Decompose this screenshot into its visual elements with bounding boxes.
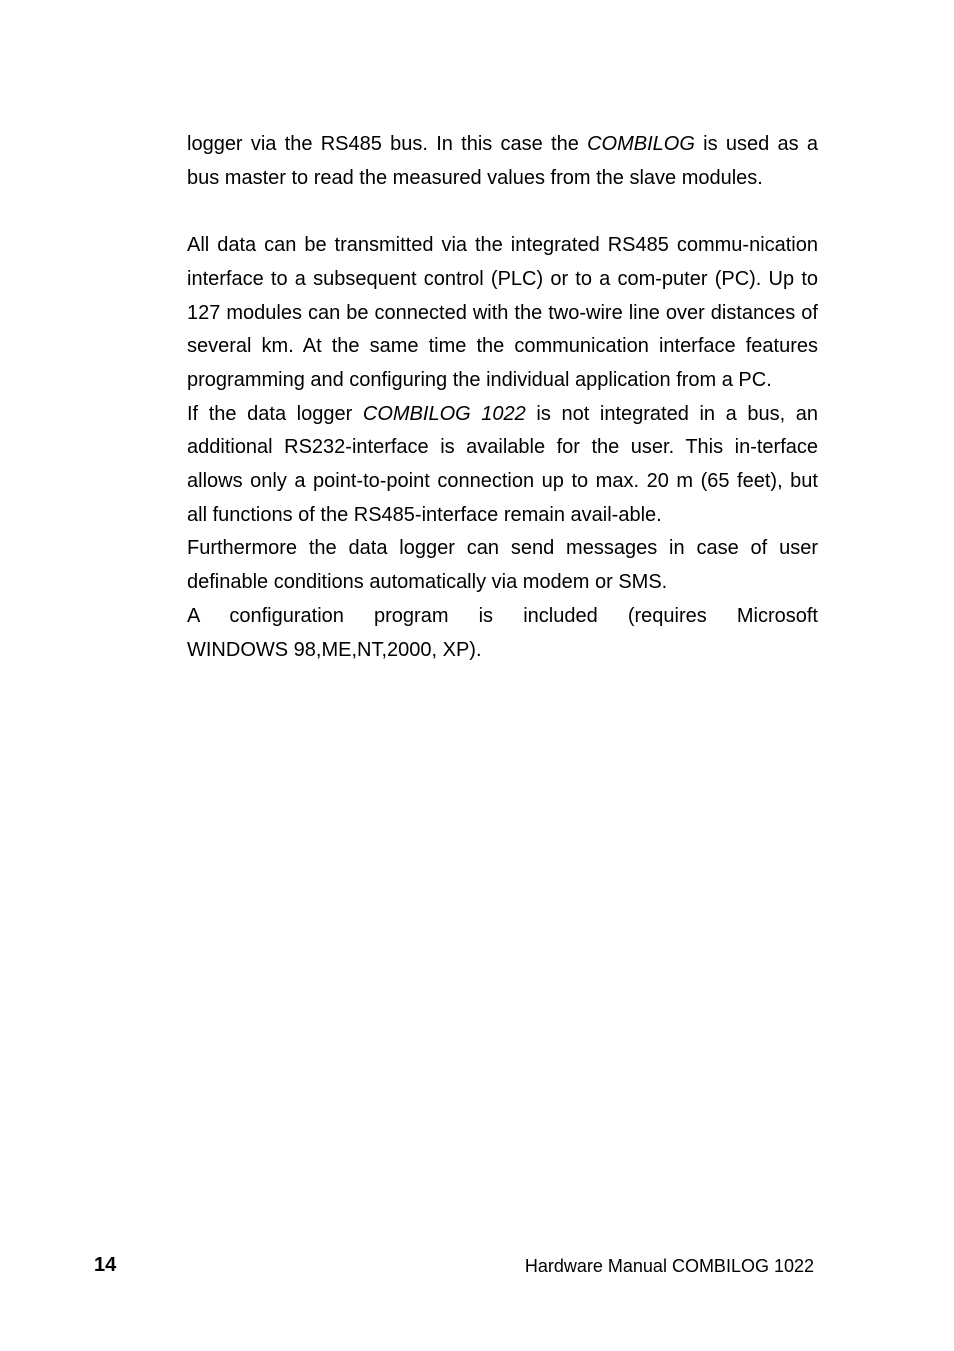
product-name: COMBILOG <box>587 133 695 155</box>
paragraph-bus-master-text-end: is used as a bus master to read the measured values from the slave modules. <box>187 133 818 189</box>
paragraph-rs232-text-start: If the data logger <box>187 402 363 425</box>
page-number: 14 <box>94 1254 117 1276</box>
paragraph-bus-master-text-start: logger via the RS485 bus. In this case the <box>187 133 588 155</box>
paragraph-bus-master <box>187 128 818 195</box>
paragraph-rs232-interface <box>187 398 818 533</box>
configuration-program-line-2: WINDOWS 98,ME,NT,2000, XP). <box>187 638 482 661</box>
paragraph-rs232-text-end: is not integrated in a bus, an additional RS232-interface is available for the user. This in-terface allows only a point-to-point connection up to max. 20 m (65 feet), but all functions of the RS485-interface remain avail-able. <box>187 402 819 526</box>
body-text <box>187 128 818 667</box>
paragraph-messages: Furthermore the data logger can send messages in case of user definable conditions automatically via modem or SMS. <box>187 537 818 594</box>
configuration-program-line-1: A configuration program is included (requires Microsoft <box>187 604 818 627</box>
footer-title: Hardware Manual COMBILOG 1022 <box>524 1256 814 1276</box>
paragraph-configuration-program <box>187 600 818 667</box>
product-name: COMBILOG 1022 <box>362 402 526 425</box>
paragraph-rs485-interface: All data can be transmitted via the integrated RS485 commu-nication interface to a subsequent control (PLC) or to a com-puter (PC). Up to 127 modules can be connected with the two-wire line over distances of several km. At the same time the communication interface features programming and configuring the individual application from a PC. <box>187 234 818 391</box>
